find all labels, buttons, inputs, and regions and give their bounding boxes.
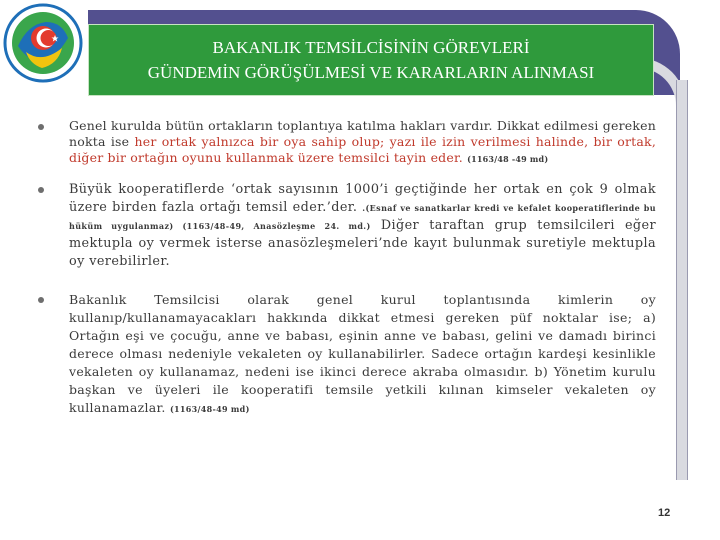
bullet-item-2 <box>38 181 656 271</box>
bullet-item-3 <box>38 291 656 418</box>
bullet-1-part-1: Genel kurulda bütün ortakların toplantıya katılma hakları vardır. Dikkat edilmesi gereken nokta ise <box>69 118 656 149</box>
title-line-2: GÜNDEMİN GÖRÜŞÜLMESİ VE KARARLARIN ALINMASI <box>147 63 595 82</box>
bullet-dot-icon <box>38 297 44 303</box>
bullet-2-part-2: Diğer taraftan grup temsilcileri eğer mektupla oy vermek isterse anasözleşmeleri’nde kayıt bulunmak suretiyle mektupla oy verebilirler. <box>69 218 657 269</box>
slide-title <box>88 24 654 96</box>
bullet-3-reference: (1163/48-49 md) <box>169 404 250 414</box>
bullet-dot-icon <box>38 187 44 193</box>
bullet-item-1 <box>38 118 656 167</box>
ministry-emblem-icon <box>2 2 84 84</box>
bullet-2-reference: .(Esnaf ve sanatkarlar kredi ve kefalet kooperatiflerinde bu hüküm uygulanmaz) (1163/48-49, Anasözleşme 24. md.) <box>69 203 656 231</box>
bullet-1-text <box>69 118 656 167</box>
bullet-2-part-1: Büyük kooperatiflerde ‘ortak sayısının 1000’i geçtiğinde her ortak en çok 9 olmak üzere birden fazla ortağı temsil eder.’der. <box>69 182 656 215</box>
title-line-1: BAKANLIK TEMSİLCİSİNİN GÖREVLERİ <box>212 38 530 57</box>
bullet-1-reference: (1163/48 -49 md) <box>467 154 549 164</box>
bullet-3-text <box>69 291 656 418</box>
page-number: 12 <box>658 507 671 519</box>
bullet-1-highlight: her ortak yalnızca bir oya sahip olup; yazı ile izin verilmesi halinde, bir ortak, diğer bir ortağın oyunu kullanmak üzere temsilci tayin eder. <box>69 134 656 165</box>
frame-right-bar <box>676 80 688 480</box>
bullet-3-part-1: Bakanlık Temsilcisi olarak genel kurul toplantısında kimlerin oy kullanıp/kullanamayacakları hakkında dikkat etmesi gereken püf noktalar ise; a) Ortağın eşi ve çocuğu, anne ve babası, eşinin anne ve babası, gelini ve damadı birinci derece olması nedeniyle vekaleten oy kullanabilirler. Sadece ortağın kardeşi kesinlikle vekaleten oy kullanamaz, nedeni ise ikinci derece akraba olmasıdır. b) Yönetim kurulu başkan ve üyeleri ile kooperatifi temsile yetkili kılınan kimseler vekaleten oy kullanamazlar. <box>69 292 656 415</box>
bullet-2-text <box>69 181 656 271</box>
bullet-dot-icon <box>38 124 44 130</box>
bullet-list <box>38 118 656 418</box>
